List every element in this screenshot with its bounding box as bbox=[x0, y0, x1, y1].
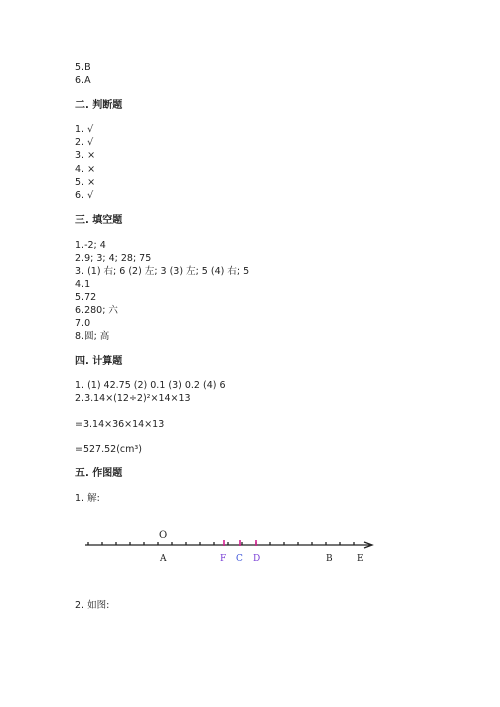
drawing-answer-1: 1. 解: bbox=[75, 493, 100, 504]
calc-result: =527.52(cm³) bbox=[75, 444, 142, 455]
judgement-answer: 2. √ bbox=[75, 137, 94, 148]
fill-answer: 6.280; 六 bbox=[75, 305, 118, 316]
axis bbox=[85, 542, 372, 548]
section-title-drawing: 五. 作图题 bbox=[75, 468, 123, 479]
mc-answer-5: 5.B bbox=[75, 62, 91, 73]
judgement-answer: 3. × bbox=[75, 150, 96, 161]
fill-answer: 8.圆; 高 bbox=[75, 331, 110, 342]
label-a: A bbox=[160, 554, 167, 564]
calc-answer: 2.3.14×(12÷2)²×14×13 bbox=[75, 393, 191, 404]
fill-answer: 7.0 bbox=[75, 318, 91, 329]
fill-answer: 5.72 bbox=[75, 292, 97, 303]
judgement-answer: 1. √ bbox=[75, 124, 94, 135]
fill-answer: 1.-2; 4 bbox=[75, 240, 106, 251]
section-title-fill-blank: 三. 填空题 bbox=[75, 215, 123, 226]
label-c: C bbox=[236, 554, 243, 564]
judgement-answer: 6. √ bbox=[75, 190, 94, 201]
fill-answer: 3. (1) 右; 6 (2) 左; 3 (3) 左; 5 (4) 右; 5 bbox=[75, 266, 250, 277]
label-f: F bbox=[220, 554, 227, 564]
number-line bbox=[80, 525, 385, 570]
judgement-answer: 5. × bbox=[75, 177, 96, 188]
origin-label: O bbox=[159, 530, 168, 541]
label-b: B bbox=[326, 554, 333, 564]
judgement-answer: 4. × bbox=[75, 164, 96, 175]
calc-answer: 1. (1) 42.75 (2) 0.1 (3) 0.2 (4) 6 bbox=[75, 380, 226, 391]
section-title-calculation: 四. 计算题 bbox=[75, 356, 123, 367]
label-d: D bbox=[253, 554, 261, 564]
fill-answer: 2.9; 3; 4; 28; 75 bbox=[75, 253, 152, 264]
label-e: E bbox=[357, 554, 364, 564]
drawing-answer-2: 2. 如图: bbox=[75, 600, 110, 611]
calc-step: =3.14×36×14×13 bbox=[75, 419, 165, 430]
mc-answer-6: 6.A bbox=[75, 75, 91, 86]
section-title-judgement: 二. 判断题 bbox=[75, 100, 123, 111]
fill-answer: 4.1 bbox=[75, 279, 91, 290]
